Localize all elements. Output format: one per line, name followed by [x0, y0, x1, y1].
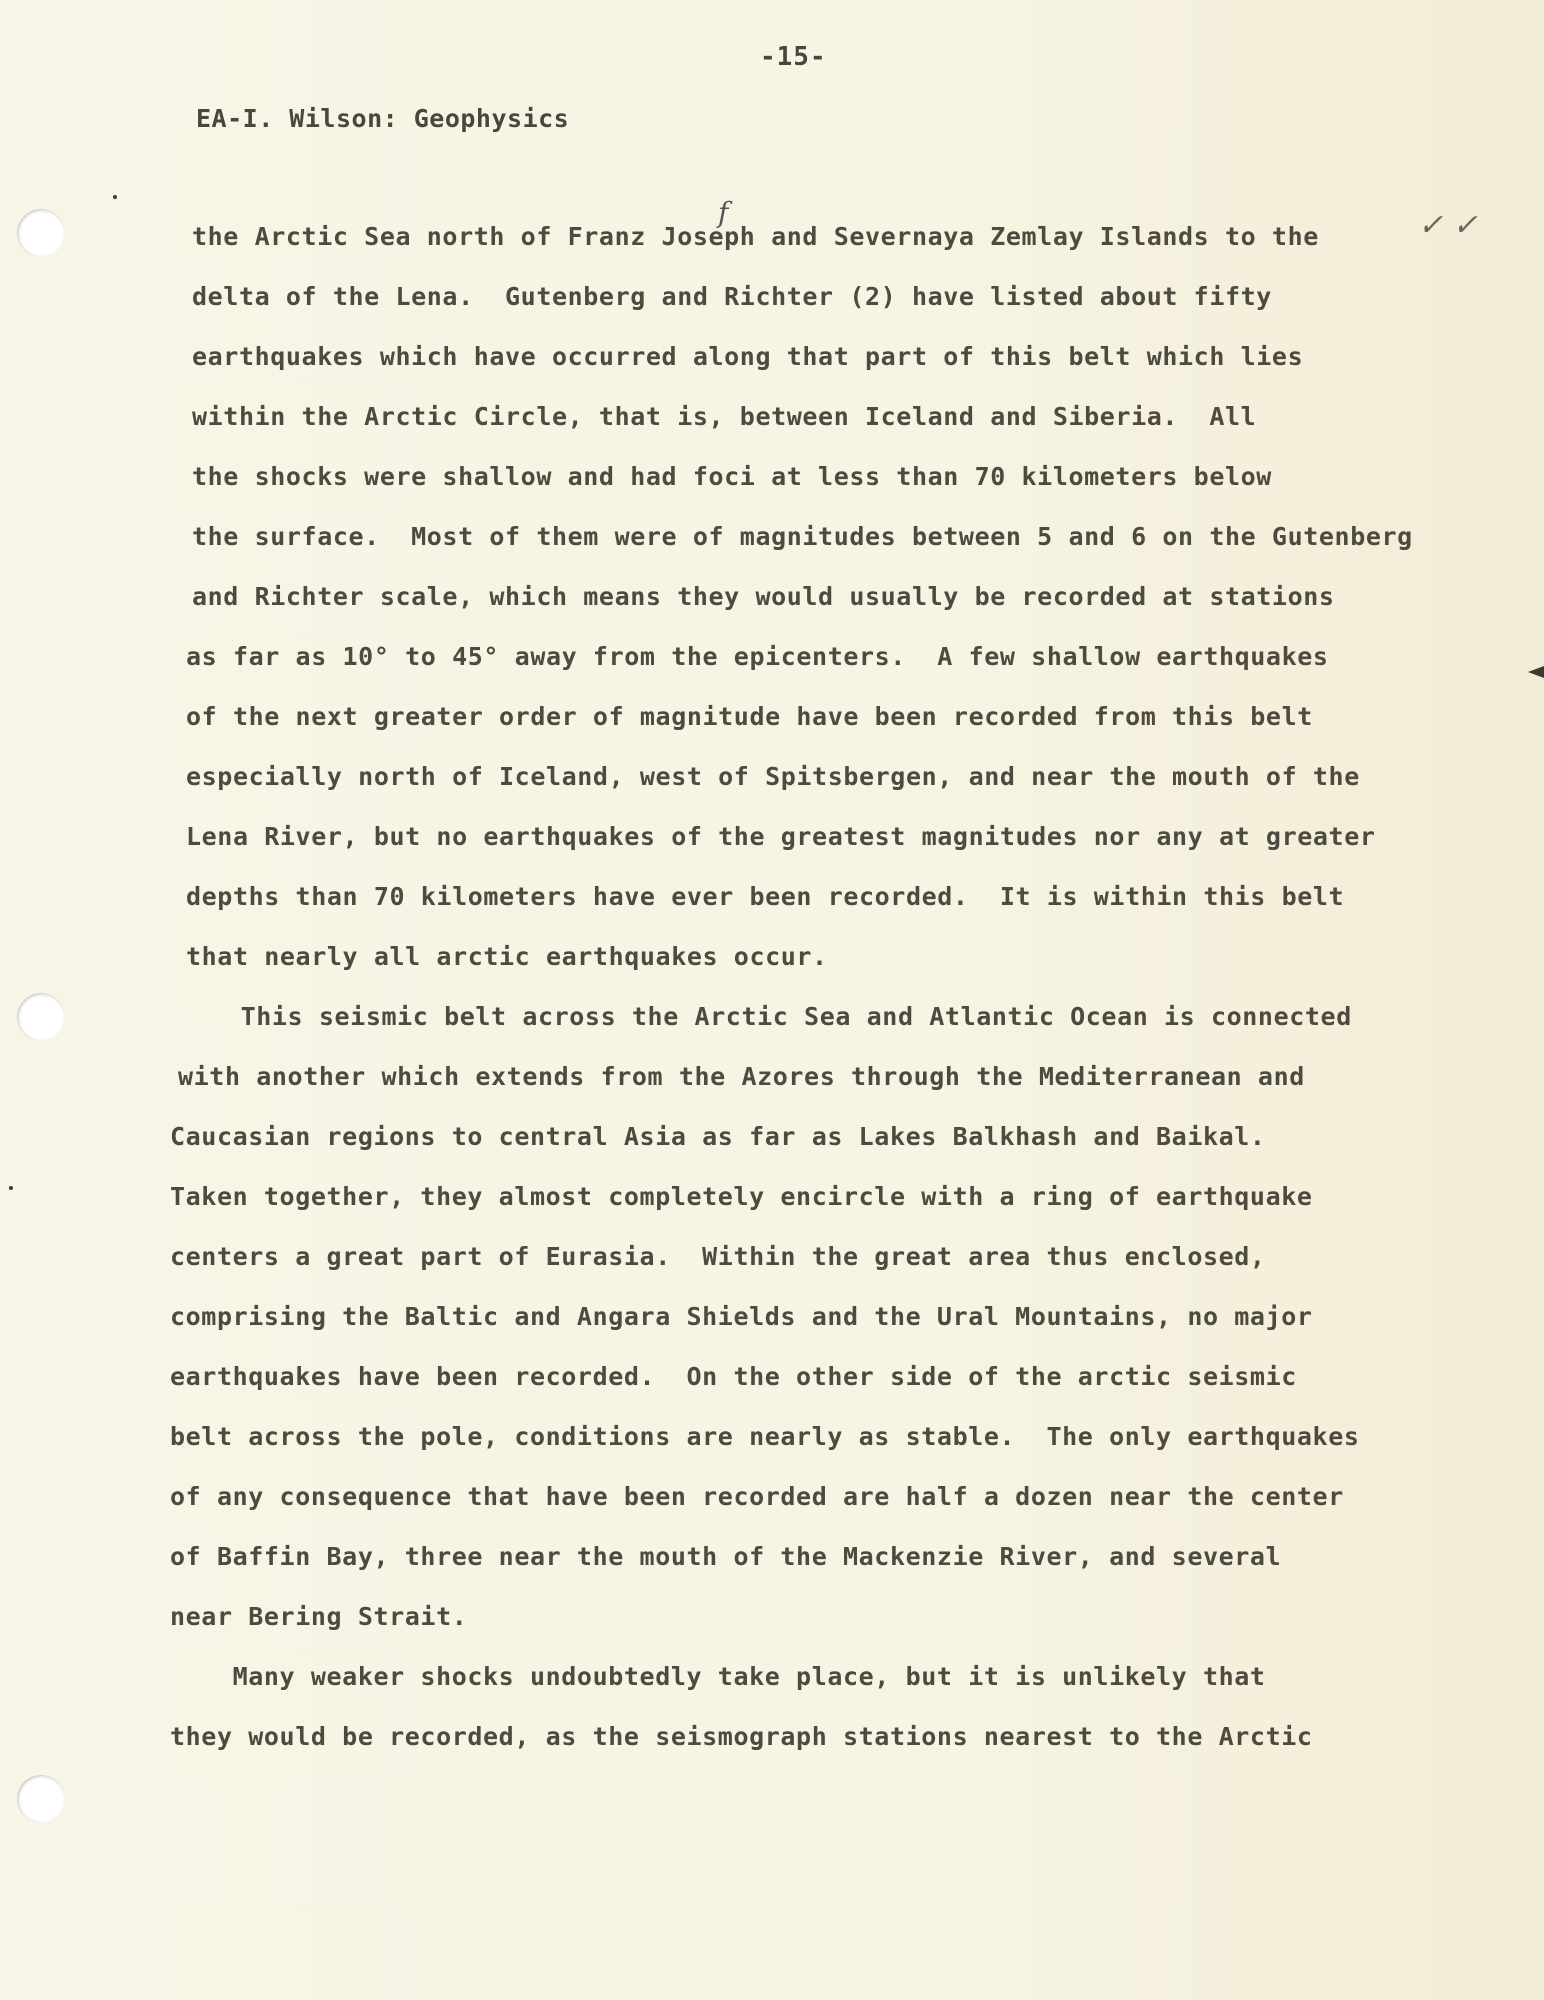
page-number: -15- [760, 42, 827, 72]
handwritten-correction: f [718, 196, 729, 229]
handwritten-check-marks: ✓ ✓ [1418, 208, 1478, 243]
edge-mark [1528, 666, 1544, 678]
text-line: comprising the Baltic and Angara Shields and the Ural Mountains, no major [170, 1302, 1313, 1331]
text-line: the Arctic Sea north of Franz Joseph and Severnaya Zemlay Islands to the [192, 222, 1319, 251]
text-line: Lena River, but no earthquakes of the greatest magnitudes nor any at greater [186, 822, 1376, 851]
punch-hole-top [17, 209, 65, 257]
text-line: the surface. Most of them were of magnitudes between 5 and 6 on the Gutenberg [192, 522, 1413, 551]
text-line: of the next greater order of magnitude have been recorded from this belt [186, 702, 1313, 731]
text-line: This seismic belt across the Arctic Sea and Atlantic Ocean is connected [178, 1002, 1352, 1031]
text-line: of Baffin Bay, three near the mouth of the Mackenzie River, and several [170, 1542, 1282, 1571]
text-line: of any consequence that have been recorded are half a dozen near the center [170, 1482, 1344, 1511]
text-line: belt across the pole, conditions are nearly as stable. The only earthquakes [170, 1422, 1360, 1451]
page-header: EA-I. Wilson: Geophysics [196, 104, 570, 133]
text-line: as far as 10° to 45° away from the epicenters. A few shallow earthquakes [186, 642, 1329, 671]
text-line: within the Arctic Circle, that is, between Iceland and Siberia. All [192, 402, 1257, 431]
text-line: with another which extends from the Azores through the Mediterranean and [178, 1062, 1305, 1091]
text-line: Taken together, they almost completely encircle with a ring of earthquake [170, 1182, 1313, 1211]
text-line: earthquakes which have occurred along that part of this belt which lies [192, 342, 1304, 371]
text-line: Caucasian regions to central Asia as far as Lakes Balkhash and Baikal. [170, 1122, 1266, 1151]
text-line: they would be recorded, as the seismograph stations nearest to the Arctic [170, 1722, 1313, 1751]
text-line: especially north of Iceland, west of Spitsbergen, and near the mouth of the [186, 762, 1360, 791]
text-line: earthquakes have been recorded. On the other side of the arctic seismic [170, 1362, 1297, 1391]
text-line: depths than 70 kilometers have ever been recorded. It is within this belt [186, 882, 1345, 911]
text-line: the shocks were shallow and had foci at less than 70 kilometers below [192, 462, 1272, 491]
text-line: centers a great part of Eurasia. Within the great area thus enclosed, [170, 1242, 1266, 1271]
text-line: near Bering Strait. [170, 1602, 468, 1631]
margin-dot [9, 1186, 13, 1190]
punch-hole-middle [17, 993, 65, 1041]
text-line: Many weaker shocks undoubtedly take place, but it is unlikely that [170, 1662, 1266, 1691]
text-line: that nearly all arctic earthquakes occur. [186, 942, 828, 971]
punch-hole-bottom [17, 1775, 65, 1823]
text-line: delta of the Lena. Gutenberg and Richter (2) have listed about fifty [192, 282, 1272, 311]
text-line: and Richter scale, which means they would usually be recorded at stations [192, 582, 1335, 611]
margin-dot [113, 195, 117, 199]
